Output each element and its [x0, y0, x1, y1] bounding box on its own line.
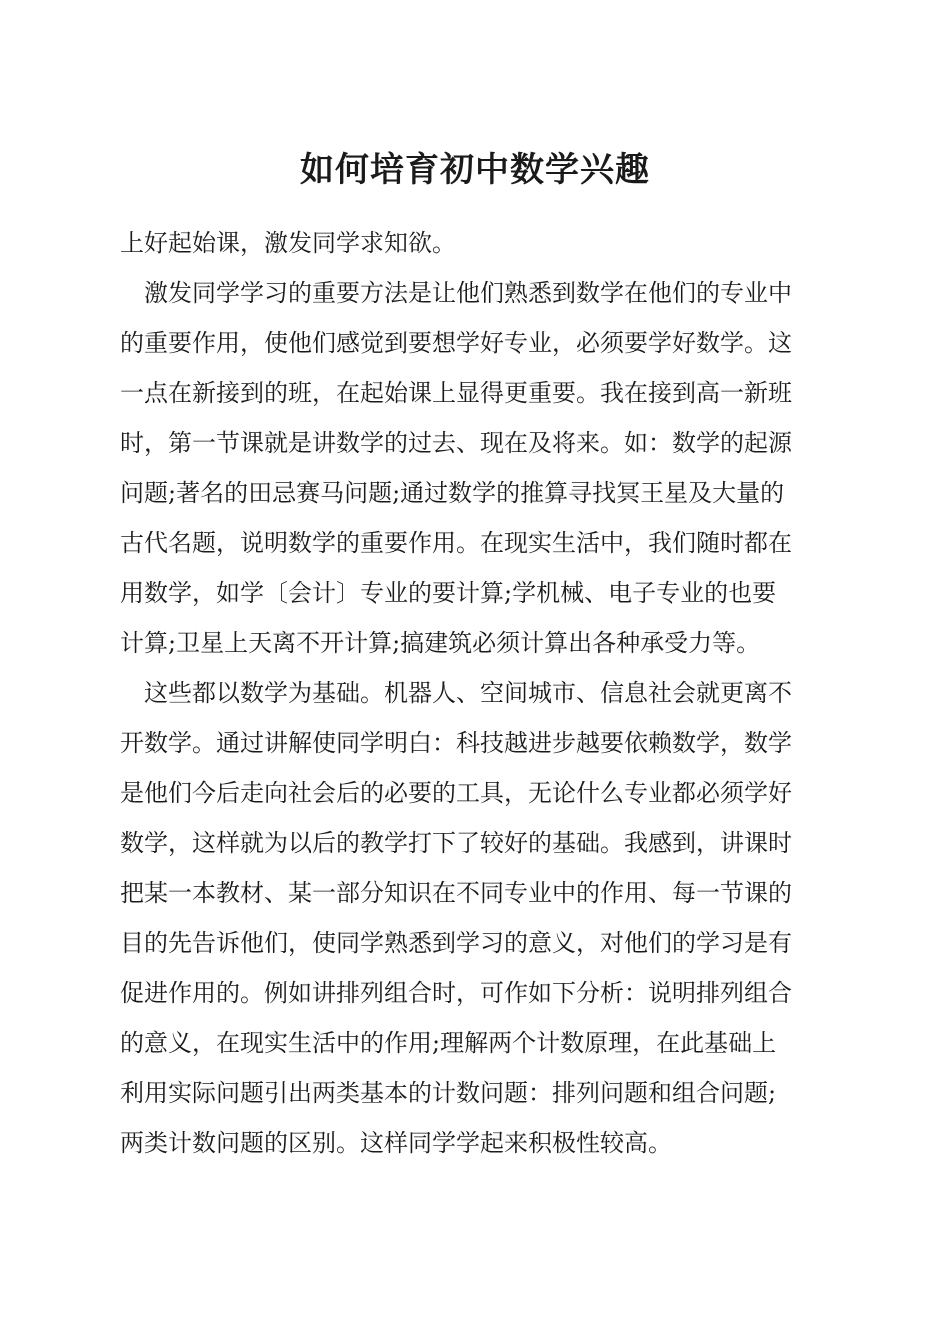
text-line: 是他们今后走向社会后的必要的工具，无论什么专业都必须学好 [120, 779, 792, 807]
text-line: 一点在新接到的班，在起始课上显得更重要。我在接到高一新班 [120, 379, 792, 407]
text-line: 的重要作用，使他们感觉到要想学好专业，必须要学好数学。这 [120, 329, 792, 357]
text-line: 计算;卫星上天离不开计算;搞建筑必须计算出各种承受力等。 [120, 629, 761, 657]
text-line: 利用实际问题引出两类基本的计数问题：排列问题和组合问题; [120, 1079, 777, 1107]
text-line-paragraph-2-start: 这些都以数学为基础。机器人、空间城市、信息社会就更离不 [144, 679, 792, 707]
document-title: 如何培育初中数学兴趣 [300, 150, 650, 190]
text-line: 用数学，如学〔会计〕专业的要计算;学机械、电子专业的也要 [120, 579, 777, 607]
text-line: 把某一本教材、某一部分知识在不同专业中的作用、每一节课的 [120, 879, 792, 907]
text-line: 的意义，在现实生活中的作用;理解两个计数原理，在此基础上 [120, 1029, 777, 1057]
text-line: 促进作用的。例如讲排列组合时，可作如下分析：说明排列组合 [120, 979, 792, 1007]
text-line: 目的先告诉他们，使同学熟悉到学习的意义，对他们的学习是有 [120, 929, 792, 957]
text-line: 两类计数问题的区别。这样同学学起来积极性较高。 [120, 1129, 672, 1157]
text-line: 数学，这样就为以后的教学打下了较好的基础。我感到，讲课时 [120, 829, 792, 857]
text-line: 开数学。通过讲解使同学明白：科技越进步越要依赖数学，数学 [120, 729, 792, 757]
document-body [120, 218, 832, 1168]
text-line-section-heading: 上好起始课，激发同学求知欲。 [120, 229, 456, 257]
text-line-paragraph-1-start: 激发同学学习的重要方法是让他们熟悉到数学在他们的专业中 [144, 279, 792, 307]
text-line: 问题;著名的田忌赛马问题;通过数学的推算寻找冥王星及大量的 [120, 479, 785, 507]
text-line: 时，第一节课就是讲数学的过去、现在及将来。如：数学的起源 [120, 429, 792, 457]
text-line: 古代名题，说明数学的重要作用。在现实生活中，我们随时都在 [120, 529, 792, 557]
